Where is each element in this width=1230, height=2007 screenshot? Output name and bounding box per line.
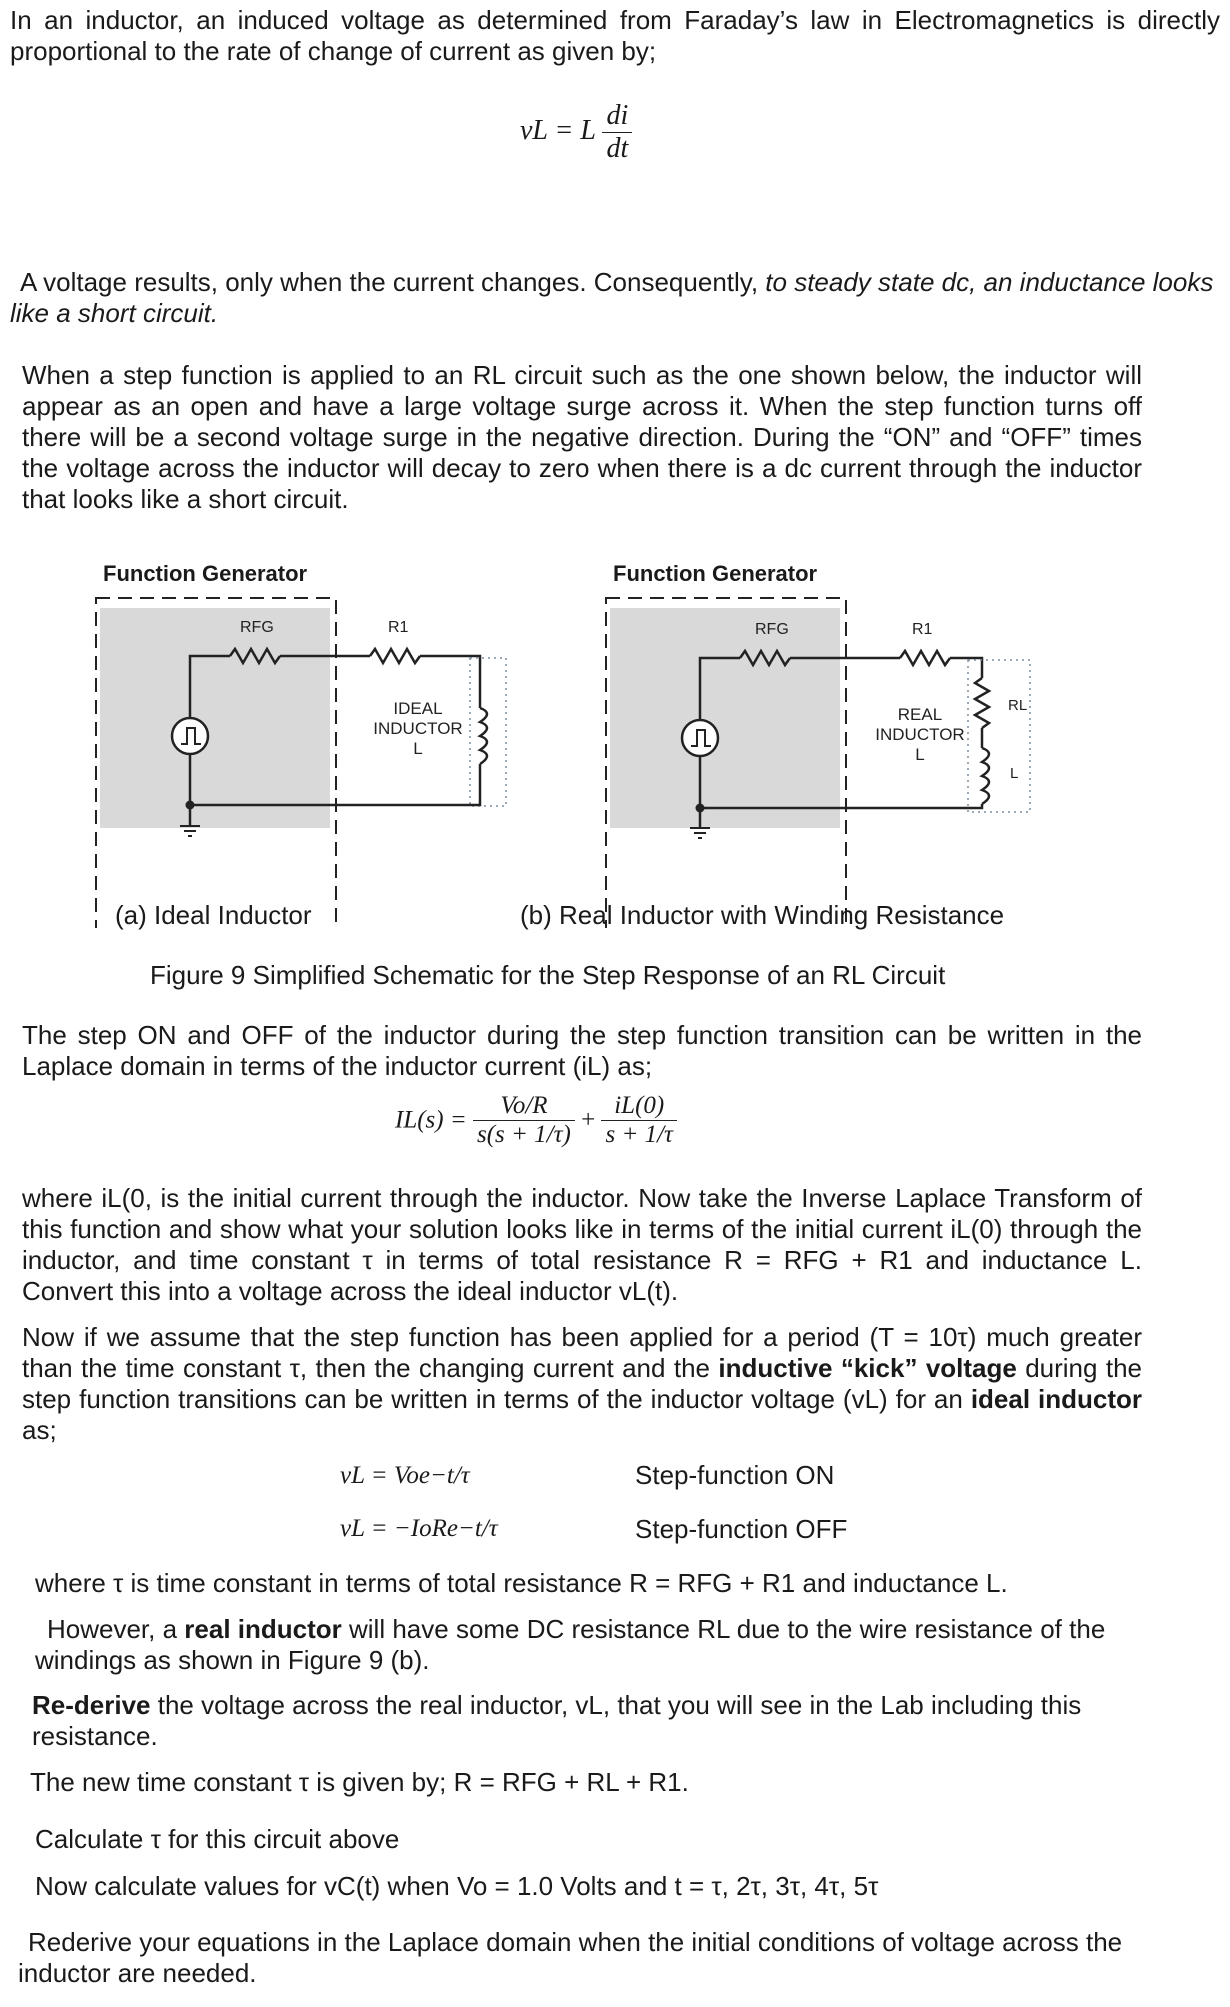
junction-dot-b	[696, 804, 705, 813]
kick-text-3: as;	[22, 1415, 57, 1445]
rl-label-b: RL	[1008, 697, 1028, 714]
laplace-lhs: IL(s) =	[395, 1106, 467, 1134]
real-bold: real inductor	[184, 1614, 342, 1644]
inductor-coil-a	[480, 708, 487, 764]
kick-bold-1: inductive “kick” voltage	[718, 1353, 1017, 1383]
laplace-plus: +	[581, 1106, 596, 1134]
circuit-b	[606, 561, 1030, 928]
laplace-num1: Vo/R	[473, 1092, 575, 1121]
ac-source-b	[682, 720, 718, 756]
l-label-b: L	[1010, 765, 1019, 782]
faraday-equation	[520, 100, 632, 165]
inductor-coil-b	[982, 748, 989, 804]
steady-state-emphasis: to steady state dc, an inductance looks like a short circuit.	[10, 267, 1214, 328]
step-on-label: Step-function ON	[635, 1460, 835, 1490]
ground-icon-b	[690, 828, 710, 838]
junction-dot-a	[186, 801, 195, 810]
inductor-label-a-line3: L	[413, 739, 423, 758]
ac-source-a	[172, 718, 208, 754]
generator-box-b	[610, 608, 840, 828]
faraday-numerator: di	[602, 100, 632, 133]
steady-state-text: A voltage results, only when the current changes. Consequently,	[20, 267, 766, 297]
function-generator-title-b: Function Generator	[613, 561, 818, 586]
generator-box-a	[100, 608, 330, 828]
inductor-label-b-line2: INDUCTOR	[875, 725, 965, 744]
steady-state-paragraph	[10, 267, 1220, 329]
wire-b-right	[950, 658, 982, 678]
step-on-equation: vL = Voe−t/τ	[340, 1462, 470, 1489]
step-off-label: Step-function OFF	[635, 1514, 848, 1544]
step-off-equation: vL = −IoRe−t/τ	[340, 1515, 498, 1542]
calculate-tau-paragraph: Calculate τ for this circuit above	[35, 1824, 400, 1854]
rfg-label-a: RFG	[240, 619, 274, 636]
faraday-denominator: dt	[606, 133, 629, 164]
inductor-label-b-line1: REAL	[897, 705, 943, 724]
kick-voltage-paragraph	[22, 1322, 1142, 1446]
laplace-intro-paragraph: The step ON and OFF of the inductor during the step function transition can be written in the Laplace domain in terms of the inductor current (iL) as;	[22, 1020, 1142, 1081]
rederive-paragraph	[32, 1690, 1092, 1752]
real-inductor-paragraph	[35, 1614, 1165, 1676]
resistor-rl-b	[975, 678, 989, 728]
new-time-constant-paragraph: The new time constant τ is given by; R = RFG + RL + R1.	[30, 1767, 689, 1797]
resistor-r1-b	[900, 651, 950, 665]
figure-caption-a: (a) Ideal Inductor	[115, 900, 312, 930]
r1-label-a: R1	[388, 619, 409, 636]
laplace-den1: s(s + 1/τ)	[476, 1121, 571, 1148]
rederive-text: the voltage across the real inductor, vL, that you will see in the Lab including this resistance.	[32, 1690, 1082, 1751]
laplace-num2: iL(0)	[601, 1092, 677, 1121]
figure-caption-b: (b) Real Inductor with Winding Resistance	[520, 900, 1005, 930]
laplace-current-equation	[395, 1092, 677, 1149]
step-function-paragraph: When a step function is applied to an RL circuit such as the one shown below, the inductor will appear as an open and have a large voltage surge across it. When the step function turns off there will be a second voltage surge in the negative direction. During the “ON” and “OFF” times the voltage across the inductor will decay to zero when there is a dc current through the inductor that looks like a short circuit.	[22, 360, 1142, 514]
real-text-2: will have some DC resistance RL due to the wire resistance of the windings as shown in Figure 9 (b).	[35, 1614, 1106, 1675]
inductor-label-b-line3: L	[915, 745, 925, 764]
laplace-den2: s + 1/τ	[605, 1121, 673, 1148]
laplace-initial-conditions-paragraph: Rederive your equations in the Laplace domain when the initial conditions of voltage across the inductor are needed.	[18, 1927, 1123, 1988]
resistor-r1-a	[370, 649, 420, 663]
time-constant-paragraph: where τ is time constant in terms of total resistance R = RFG + R1 and inductance L.	[35, 1568, 1008, 1598]
function-generator-title-a: Function Generator	[103, 561, 308, 586]
rfg-label-b: RFG	[755, 621, 789, 638]
inductor-label-a-line2: INDUCTOR	[373, 719, 463, 738]
figure-9-schematic	[0, 548, 1230, 928]
inverse-laplace-paragraph: where iL(0, is the initial current through the inductor. Now take the Inverse Laplace Transform of this function and show what your solution looks like in terms of the initial current iL(0) through the inductor, and time constant τ in terms of total resistance R = RFG + R1 and inductance L. Convert this into a voltage across the ideal inductor vL(t).	[22, 1183, 1142, 1306]
kick-text-2: during the step function transitions can be written in terms of the inductor voltage (vL) for an	[22, 1353, 1142, 1414]
circuit-a	[96, 561, 506, 928]
calculate-values-paragraph: Now calculate values for vC(t) when Vo = 1.0 Volts and t = τ, 2τ, 3τ, 4τ, 5τ	[35, 1871, 879, 1901]
real-text-1: However, a	[47, 1614, 185, 1644]
figure-9-caption: Figure 9 Simplified Schematic for the Step Response of an RL Circuit	[150, 960, 946, 990]
kick-bold-2: ideal inductor	[970, 1384, 1142, 1414]
inductor-dotted-box-a	[470, 658, 506, 806]
r1-label-b: R1	[912, 621, 933, 638]
kick-text-1: Now if we assume that the step function has been applied for a period (T = 10τ) much greater than the time constant τ, then the changing current and the	[22, 1322, 1142, 1383]
intro-paragraph: In an inductor, an induced voltage as determined from Faraday’s law in Electromagnetics is directly proportional to the rate of change of current as given by;	[10, 5, 1220, 66]
faraday-equation-lhs: vL = L	[520, 114, 596, 146]
inductor-label-a-line1: IDEAL	[393, 699, 443, 718]
rederive-bold: Re-derive	[32, 1690, 151, 1720]
